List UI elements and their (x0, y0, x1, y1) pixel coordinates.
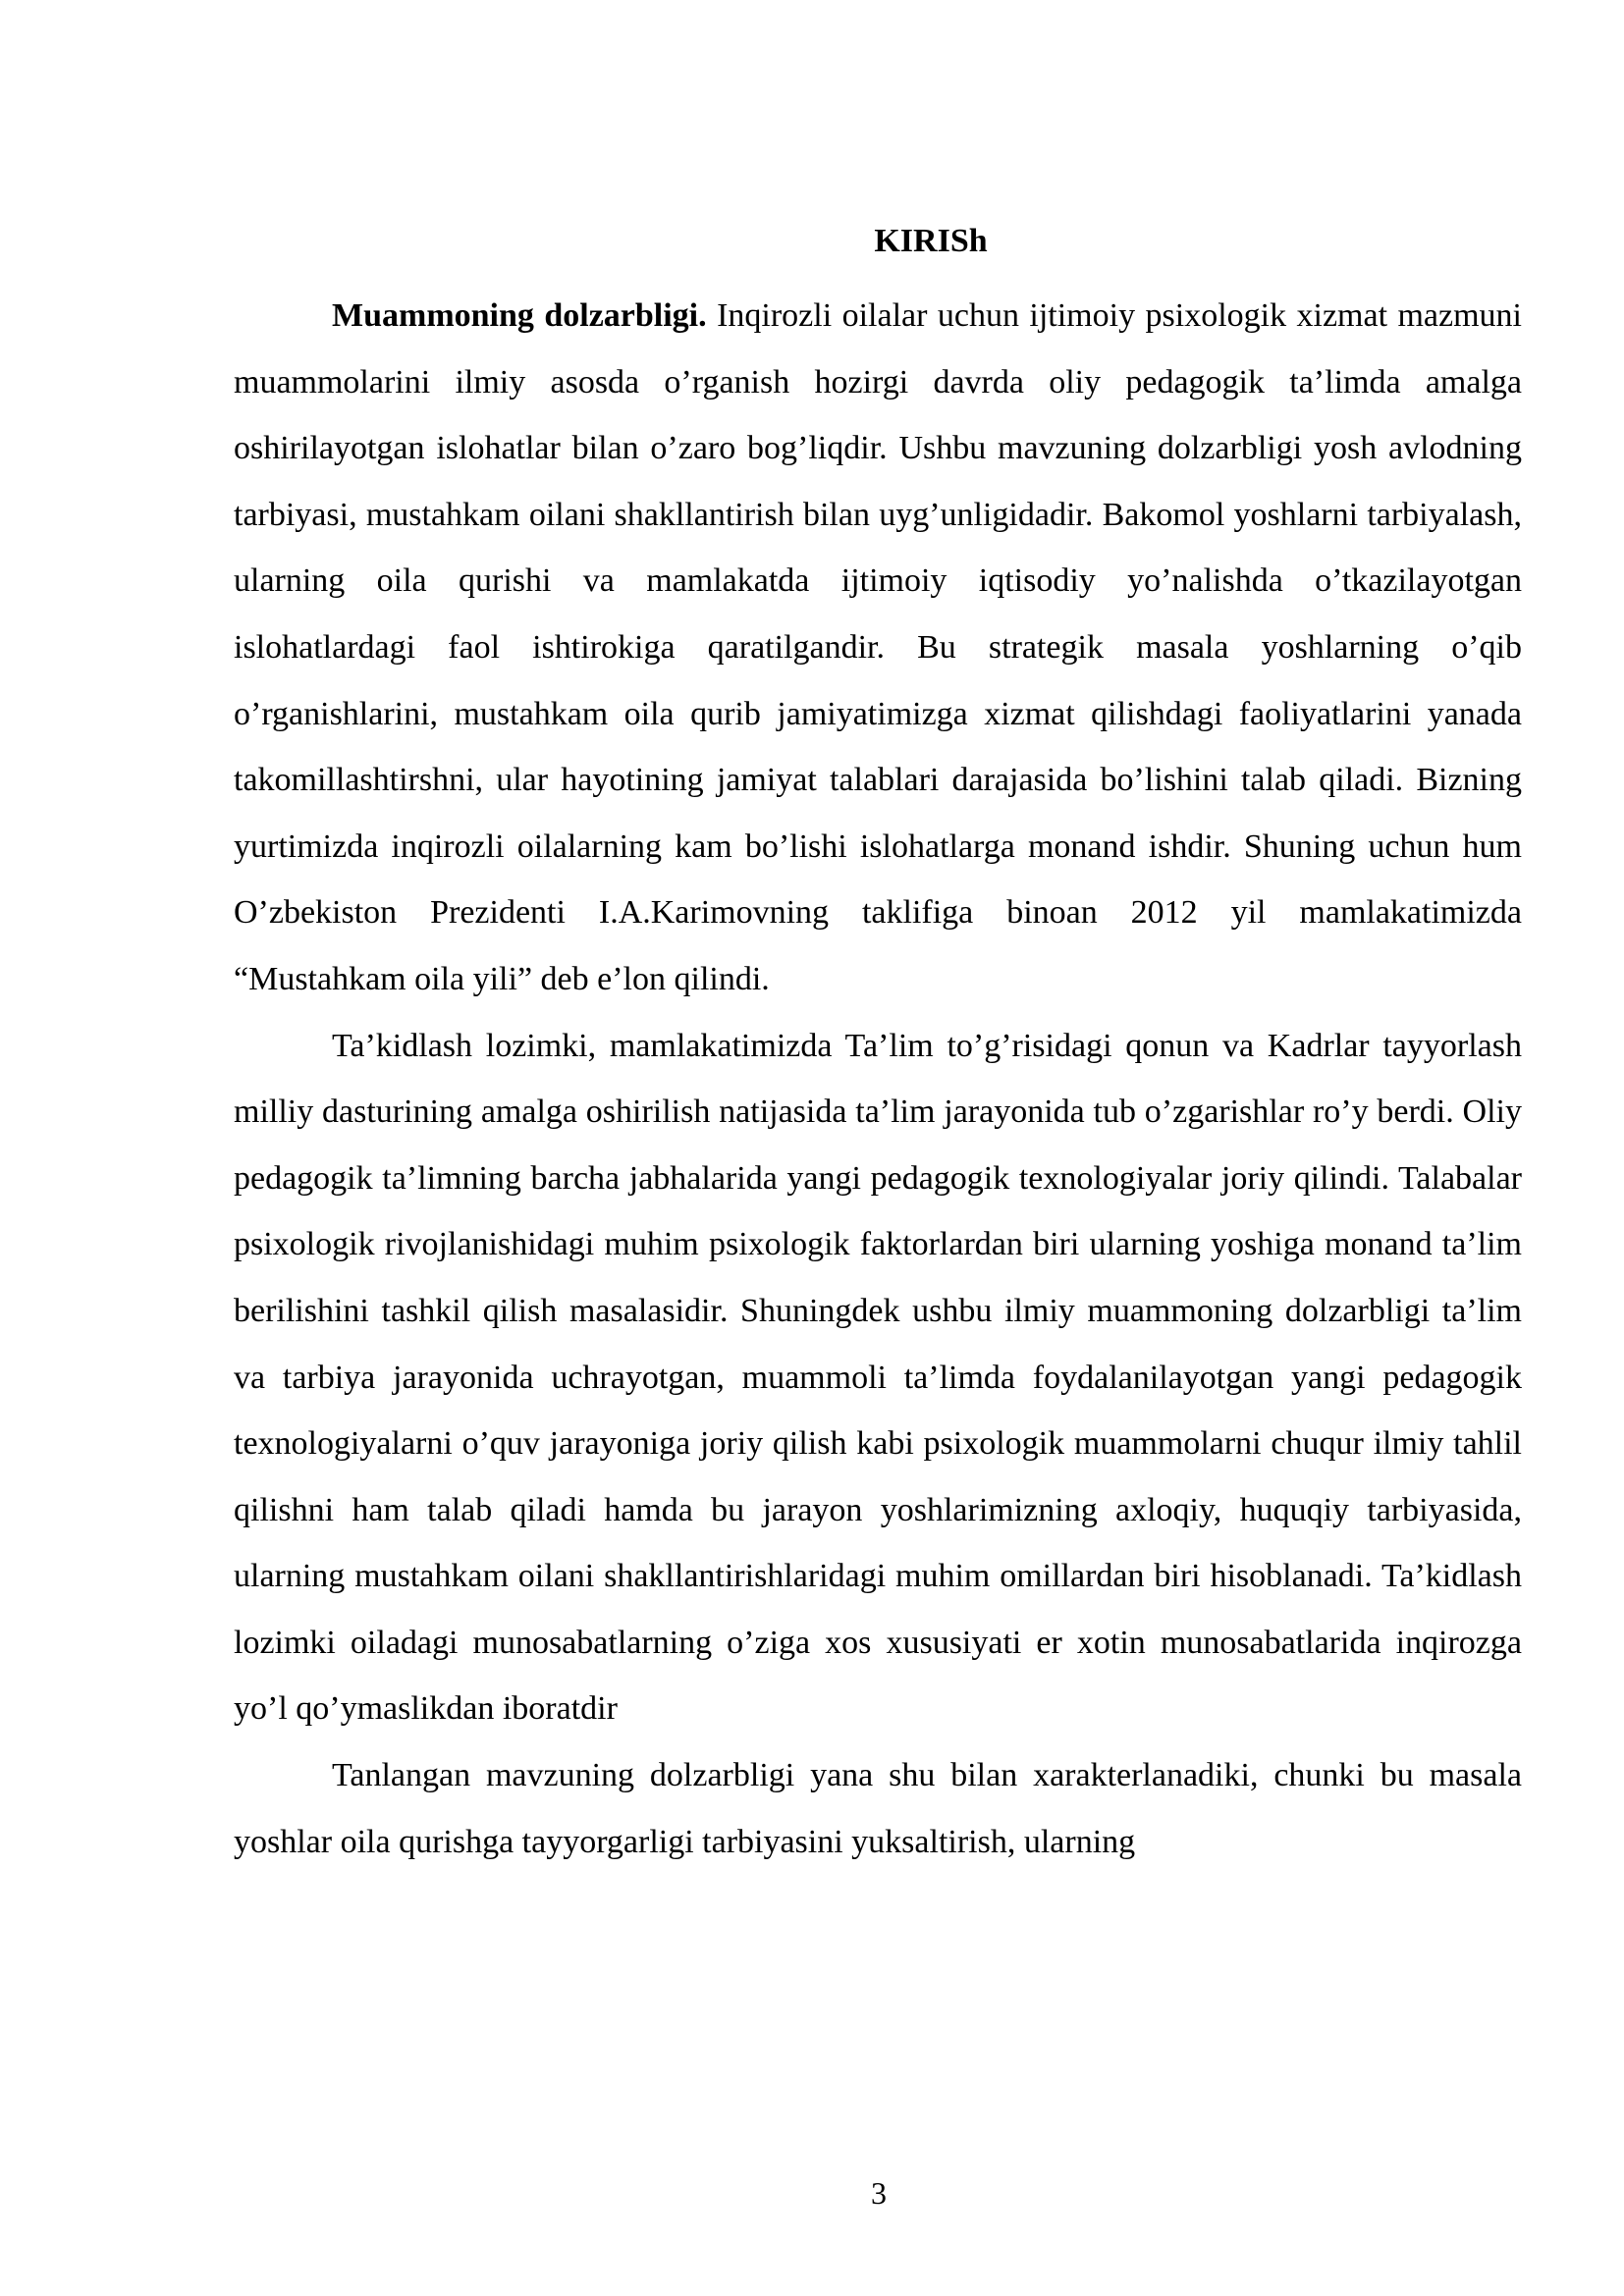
section-heading: KIRISh (874, 223, 988, 259)
page-number: 3 (871, 2175, 887, 2211)
paragraph-topic-relevance: Tanlangan mavzuning dolzarbligi yana shu bilan xarakterlanadiki, chunki bu masala yoshlar oila qurishga tayyorgarligi tarbiyasini yuksaltirish, ularning (234, 1757, 1522, 1860)
body-text (234, 283, 1522, 1875)
paragraph-text: Inqirozli oilalar uchun ijtimoiy psixologik xizmat mazmuni muammolarini ilmiy asosda o’rganish hozirgi davrda oliy pedagogik ta’limda amalga oshirilayotgan islohatlar bilan o’zaro bog’liqdir. Ushbu mavzuning dolzarbligi yosh avlodning tarbiyasi, mustahkam oilani shakllantirish bilan uyg’unligidadir. Bakomol yoshlarni tarbiyalash, ularning oila qurishi va mamlakatda ijtimoiy iqtisodiy yo’nalishda o’tkazilayotgan islohatlardagi faol ishtirokiga qaratilgandir. Bu strategik masala yoshlarning o’qib o’rganishlarini, mustahkam oila qurib jamiyatimizga xizmat qilishdagi faoliyatlarini yanada takomillashtirshni, ular hayotining jamiyat talablari darajasida bo’lishini talab qiladi. Bizning yurtimizda inqirozli oilalarning kam bo’lishi islohatlarga monand ishdir. Shuning uchun hum O’zbekiston Prezidenti I.A.Karimovning taklifiga binoan 2012 yil mamlakatimizda “Mustahkam oila yili” deb e’lon qilindi. (234, 297, 1522, 997)
paragraph-relevance (234, 283, 1522, 1013)
paragraph-education-reforms: Ta’kidlash lozimki, mamlakatimizda Ta’lim to’g’risidagi qonun va Kadrlar tayyorlash milliy dasturining amalga oshirilish natijasida ta’lim jarayonida tub o’zgarishlar ro’y berdi. Oliy pedagogik ta’limning barcha jabhalarida yangi pedagogik texnologiyalar joriy qilindi. Talabalar psixologik rivojlanishidagi muhim psixologik faktorlardan biri ularning yoshiga monand ta’lim berilishini tashkil qilish masalasidir. Shuningdek ushbu ilmiy muammoning dolzarbligi ta’lim va tarbiya jarayonida uchrayotgan, muammoli ta’limda foydalanilayotgan yangi pedagogik texnologiyalarni o’quv jarayoniga joriy qilish kabi psixologik muammolarni chuqur ilmiy tahlil qilishni ham talab qiladi hamda bu jarayon yoshlarimizning axloqiy, huquqiy tarbiyasida, ularning mustahkam oilani shakllantirishlaridagi muhim omillardan biri hisoblanadi. Ta’kidlash lozimki oiladagi munosabatlarning o’ziga xos xususiyati er xotin munosabatlarida inqirozga yo’l qo’ymaslikdan iboratdir (234, 1027, 1522, 1728)
paragraph-lead: Muammoning dolzarbligi. (332, 297, 707, 334)
